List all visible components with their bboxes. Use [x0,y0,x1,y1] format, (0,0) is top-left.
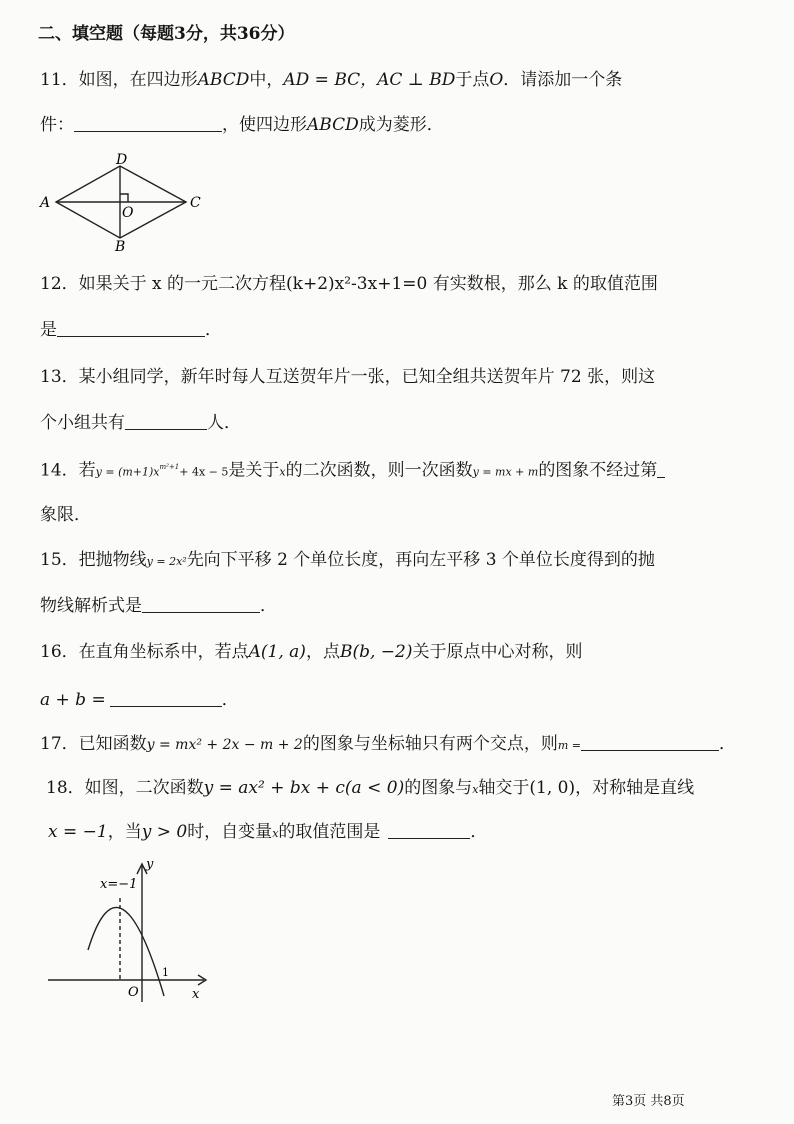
label-d: D [116,152,128,168]
q12-answer-blank[interactable] [57,318,205,337]
q17-answer-blank[interactable] [581,732,719,751]
q13-line1: 13．某小组同学，新年时每人互送贺年片一张，已知全组共送贺年片 72 张，则这 [40,367,656,387]
q15-answer-blank[interactable] [142,594,260,613]
q18-parabola-figure [44,856,214,1006]
q11-line1: 11．如图，在四边形ABCD中，AD = BC，AC ⊥ BD于点O．请添加一个条 [40,70,623,90]
q16-answer-blank[interactable] [110,688,222,707]
label-b: B [115,239,126,255]
label-a: A [40,195,51,211]
q18-answer-blank[interactable] [388,820,470,839]
section-title: 二、填空题（每题3分，共36分） [38,24,295,44]
q11-rhombus-figure [34,150,214,255]
label-symmetry-axis: x=−1 [100,877,138,892]
q17-line1: 17．已知函数y = mx² + 2x − m + 2的图象与坐标轴只有两个交点，则m = ． [40,734,736,754]
q15-line1: 15．把抛物线y = 2x²先向下平移 2 个单位长度，再向左平移 3 个单位长度得到的抛 [40,550,655,570]
q12-line2: 是 ． [40,320,222,340]
label-x: x [192,987,200,1002]
q11-answer-blank[interactable] [74,113,222,132]
q13-line2: 个小组共有 人． [40,413,241,433]
q14-line1: 14．若$y = (m+1)x^{m^2+1}+ 4x - 5$是关于x的二次函数，则一次函数y = mx + m的图象不经过第 [40,455,665,485]
q18-line1: 18．如图，二次函数y = ax² + bx + c(a < 0)的图象与x轴交于(1, 0)，对称轴是直线 [46,778,695,798]
label-y: y [146,857,154,872]
q12-line1: 12．如果关于 x 的一元二次方程(k+2)x²-3x+1=0 有实数根，那么 k 的取值范围 [40,274,658,294]
label-o: O [122,205,134,221]
q14-line2: 象限． [40,505,91,525]
label-origin: O [128,985,139,1000]
label-one: 1 [162,966,169,979]
right-angle-mark [120,194,128,202]
q11-line2: 件： ，使四边形ABCD成为菱形． [40,115,444,135]
q15-line2: 物线解析式是 ． [40,596,277,616]
label-c: C [190,195,201,211]
q16-line2: a + b = ． [40,690,239,710]
q18-line2: x = −1，当y > 0时，自变量x的取值范围是 ． [48,822,488,842]
q14-answer-blank[interactable] [657,459,665,478]
parabola-curve [88,907,164,996]
page-footer: 第3页 共8页 [612,1094,685,1109]
q16-line1: 16．在直角坐标系中，若点A(1, a)，点B(b, −2)关于原点中心对称，则 [40,642,583,662]
q13-answer-blank[interactable] [125,411,207,430]
